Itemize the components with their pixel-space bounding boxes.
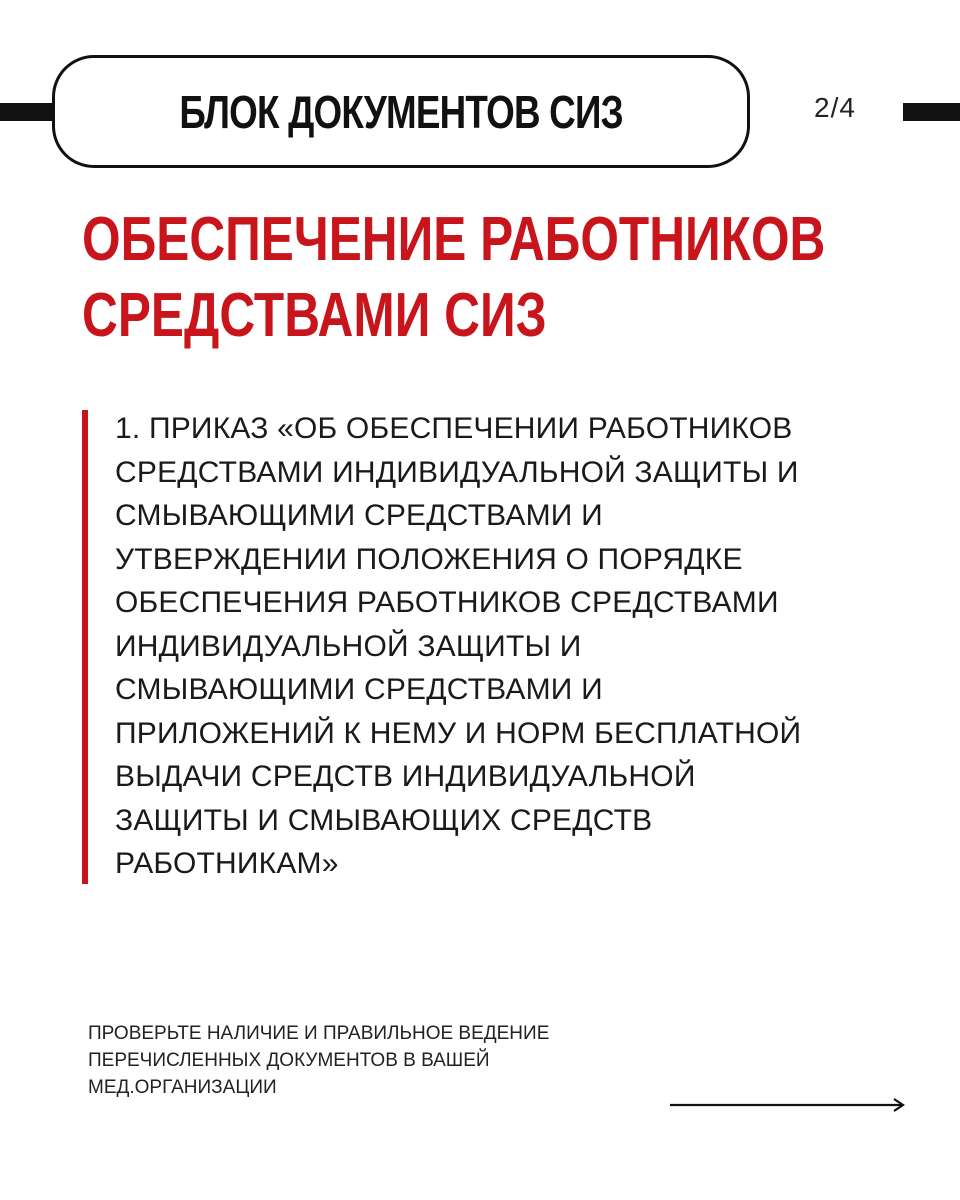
document-item-line: ЗАЩИТЫ И СМЫВАЮЩИХ СРЕДСТВ <box>115 803 653 837</box>
red-accent-line <box>82 410 88 884</box>
main-heading-line: ОБЕСПЕЧЕНИЕ РАБОТНИКОВ <box>82 205 826 274</box>
document-item-line: 1. ПРИКАЗ «ОБ ОБЕСПЕЧЕНИИ РАБОТНИКОВ <box>115 412 793 445</box>
header-title-box <box>52 55 750 168</box>
document-item-line: ОБЕСПЕЧЕНИЯ РАБОТНИКОВ СРЕДСТВАМИ <box>115 586 779 619</box>
footer-note-line: МЕД.ОРГАНИЗАЦИИ <box>88 1077 277 1098</box>
right-decorative-bar <box>903 103 960 121</box>
page-indicator: 2/4 <box>814 92 856 123</box>
document-item-line: РАБОТНИКАМ» <box>115 847 339 880</box>
document-item-line: СМЫВАЮЩИМИ СРЕДСТВАМИ И <box>115 673 603 706</box>
footer-note <box>88 1020 668 1101</box>
document-item-line: УТВЕРЖДЕНИИ ПОЛОЖЕНИЯ О ПОРЯДКЕ <box>115 542 743 576</box>
document-item-text <box>115 407 945 886</box>
document-item-line: СМЫВАЮЩИМИ СРЕДСТВАМИ И <box>115 499 603 532</box>
main-heading <box>82 202 826 354</box>
document-item-line: ИНДИВИДУАЛЬНОЙ ЗАЩИТЫ И <box>115 629 582 663</box>
document-item-line: СРЕДСТВАМИ ИНДИВИДУАЛЬНОЙ ЗАЩИТЫ И <box>115 455 799 489</box>
arrow-right-icon[interactable] <box>670 1095 908 1115</box>
footer-note-line: ПЕРЕЧИСЛЕННЫХ ДОКУМЕНТОВ В ВАШЕЙ <box>88 1050 490 1071</box>
document-item-line: ПРИЛОЖЕНИЙ К НЕМУ И НОРМ БЕСПЛАТНОЙ <box>115 716 802 750</box>
footer-note-line: ПРОВЕРЬТЕ НАЛИЧИЕ И ПРАВИЛЬНОЕ ВЕДЕНИЕ <box>88 1023 550 1044</box>
main-heading-line: СРЕДСТВАМИ СИЗ <box>82 281 547 350</box>
left-decorative-bar <box>0 103 58 121</box>
document-item-line: ВЫДАЧИ СРЕДСТВ ИНДИВИДУАЛЬНОЙ <box>115 760 696 793</box>
header-title: БЛОК ДОКУМЕНТОВ СИЗ <box>179 85 623 138</box>
